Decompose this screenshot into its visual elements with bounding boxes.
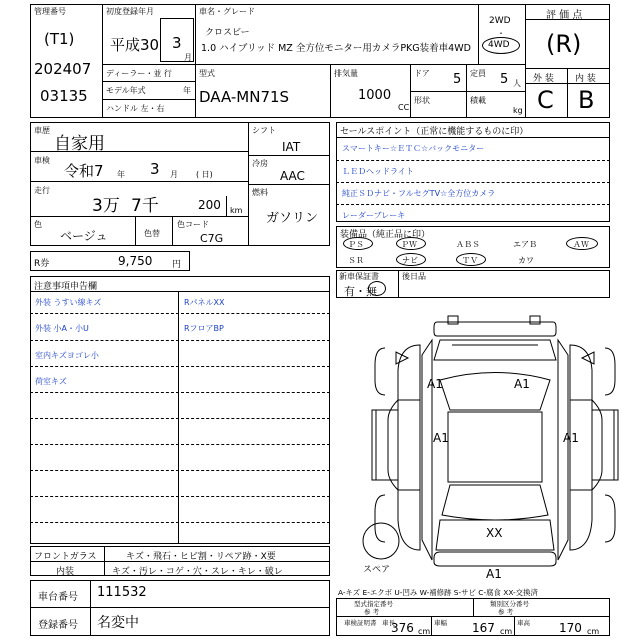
toroku-label: 登録番号 <box>38 620 78 631</box>
shasyu: 自家用 <box>54 134 105 154</box>
shift-label: シフト <box>252 126 276 135</box>
sales-item: ＬＥＤヘッドライト <box>342 167 414 176</box>
teiin: 5 <box>500 72 509 87</box>
color-code: C7G <box>200 232 224 245</box>
damage-mark: A1 <box>514 377 530 391</box>
haiki: 1000 <box>358 88 392 103</box>
shift: IAT <box>282 140 301 154</box>
sales-title: セールスポイント（正常に機能するものに印） <box>340 127 529 137</box>
sekisai-unit: kg <box>513 106 523 115</box>
hyoka-label: 評 価 点 <box>546 10 583 21</box>
r-value: 9,750 <box>118 254 153 268</box>
equip-ps: ＰＳ <box>348 240 364 249</box>
handle-label: ハンドル 左・右 <box>106 104 165 113</box>
naiso-label: 内 装 <box>575 74 596 84</box>
reibo: AAC <box>280 169 305 183</box>
taka: 170 <box>559 621 582 635</box>
haba: 167 <box>472 621 495 635</box>
equip-sr: ＳＲ <box>348 256 364 265</box>
drive-dot: ・ <box>497 29 505 38</box>
cho-unit: cm <box>418 627 431 636</box>
model-year-label: モデル年式 <box>106 86 146 95</box>
shodo-label: 初度登録年月 <box>106 7 154 16</box>
naiso-row-value: キズ・汚レ・コゲ・穴・スレ・キレ・破レ <box>112 567 283 577</box>
damage-mark: XX <box>486 526 503 540</box>
equip-aw: ＡＷ <box>573 240 589 249</box>
chuui-right-item: RパネルXX <box>184 298 225 307</box>
spare-label: スペア <box>363 565 391 575</box>
hosho-value: 有・無 <box>344 285 377 298</box>
kanri-line-3: 03135 <box>40 87 88 105</box>
toroku: 名変中 <box>97 615 139 631</box>
nenryo-label: 燃料 <box>252 188 268 197</box>
r-unit: 円 <box>172 260 182 270</box>
haiki-unit: CC <box>398 103 410 112</box>
keijo-label: 形状 <box>414 96 430 105</box>
atohi-label: 後日品 <box>402 272 426 281</box>
soko-sen: 7千 <box>131 196 159 216</box>
door: 5 <box>453 72 462 87</box>
shodo-era: 平成30 <box>110 36 160 54</box>
door-label: ドア <box>414 69 430 78</box>
color-code-label: 色コード <box>177 220 209 229</box>
equip-tv: ＴＶ <box>462 256 478 265</box>
equip-airbag: エアＢ <box>513 240 537 249</box>
chuui-right-item: RフロアBP <box>184 324 224 333</box>
reibo-label: 冷房 <box>252 159 268 168</box>
iro-label: 色 <box>34 220 42 229</box>
hosho-label: 新車保証書 <box>339 272 379 281</box>
sales-item: レーダーブレーキ <box>342 211 406 220</box>
sekisai-label: 積載 <box>470 96 486 105</box>
damage-legend: A-キズ E-エクボ U-凹み W-補修跡 S-サビ C-腐食 XX-交換済 <box>338 588 538 597</box>
chuui-left-item: 外装 うすい線キズ <box>35 298 102 307</box>
damage-mark: A1 <box>433 431 449 445</box>
teiin-label: 定員 <box>470 69 486 78</box>
naiso-row-label: 内装 <box>56 567 75 577</box>
katashiki-label: 型式 <box>199 69 215 78</box>
haiki-label: 排気量 <box>334 69 358 78</box>
damage-mark: A1 <box>427 377 443 391</box>
sanko-1: 参 考 <box>364 608 380 616</box>
kanri-line-1: (T1) <box>44 30 75 48</box>
drive-4wd: 4WD <box>488 40 510 50</box>
teiin-unit: 人 <box>513 79 521 88</box>
haba-unit: cm <box>500 627 513 636</box>
iro-gara-label: 色替 <box>144 229 160 238</box>
shamei-label: 車名・グレード <box>199 7 255 16</box>
shodo-month-unit: 月 <box>184 53 192 62</box>
chuui-left-item: 荷室キズ <box>35 377 67 386</box>
kanri-line-2: 202407 <box>34 60 92 78</box>
nenryo: ガソリン <box>266 211 319 226</box>
cho: 376 <box>391 621 414 635</box>
taka-label: 車高 <box>517 619 530 627</box>
model-name: クロスビー <box>205 28 250 38</box>
shaken-month: 3 <box>150 160 160 178</box>
drive-2wd: 2WD <box>489 16 511 26</box>
equip-navi: ナビ <box>402 256 418 265</box>
naiso-grade: B <box>578 86 595 114</box>
gaiso-grade: C <box>537 86 554 114</box>
damage-mark: A1 <box>563 431 579 445</box>
shodo-month: 3 <box>172 34 182 52</box>
shaken-year-unit: 年 <box>117 170 125 179</box>
chadai: 111532 <box>97 585 147 600</box>
cho-label: 車長 <box>382 619 395 627</box>
soko-label: 走行 <box>34 186 50 195</box>
soko-unit: km <box>230 206 243 215</box>
equipment-title: 装備品（純正品に印） <box>340 230 431 240</box>
sales-item: 純正ＳＤナビ・フルセグTV☆全方位カメラ <box>342 189 496 198</box>
gaiso-label: 外 装 <box>533 74 554 84</box>
front-glass-value: キズ・飛石・ヒビ割・リペア跡・X要 <box>126 552 276 562</box>
shasyu-label: 車歴 <box>34 126 50 135</box>
equip-pw: ＰＷ <box>401 240 417 249</box>
front-glass-label: フロントガラス <box>34 552 97 562</box>
shaken-era: 令和7 <box>64 162 104 180</box>
chadai-label: 車台番号 <box>38 592 78 603</box>
kanri-label: 管理番号 <box>34 7 66 16</box>
shaken-label: 車検 <box>34 156 50 165</box>
grade: 1.0 ハイブリッド MZ 全方位モニター用カメラPKG装着車4WD <box>201 43 471 54</box>
equip-leather: カワ <box>518 256 534 265</box>
soko-man: 3万 <box>92 196 120 216</box>
r-label: R券 <box>34 259 50 269</box>
iro: ベージュ <box>60 229 108 243</box>
katashiki-shitei-label: 型式指定番号 <box>354 600 393 608</box>
shaken-day-unit: ( 日) <box>196 170 213 179</box>
chuui-left-item: 外装 小A・小U <box>35 324 89 333</box>
haba-label: 車幅 <box>434 619 447 627</box>
shaken-month-unit: 月 <box>170 170 178 179</box>
soko-hyaku: 200 <box>198 198 221 212</box>
sales-item: スマートキー☆ＥＴＣ☆バックモニター <box>342 144 485 153</box>
hyoka: (R) <box>546 30 582 58</box>
sanko-2: 参 考 <box>498 608 514 616</box>
chuui-left-item: 室内キズヨゴレ小 <box>35 351 99 360</box>
ruibetsu-label: 類別区分番号 <box>490 600 529 608</box>
taka-unit: cm <box>587 627 600 636</box>
equip-abs: ＡＢＳ <box>456 240 480 249</box>
model-year-unit: 年 <box>183 86 191 95</box>
shaken-shomei-label: 車検証明書 <box>344 619 377 627</box>
katashiki: DAA-MN71S <box>199 88 290 106</box>
dealer-label: ディーラー・並 行 <box>106 69 172 78</box>
damage-mark: A1 <box>486 567 502 581</box>
chuui-title: 注意事項申告欄 <box>34 282 98 292</box>
